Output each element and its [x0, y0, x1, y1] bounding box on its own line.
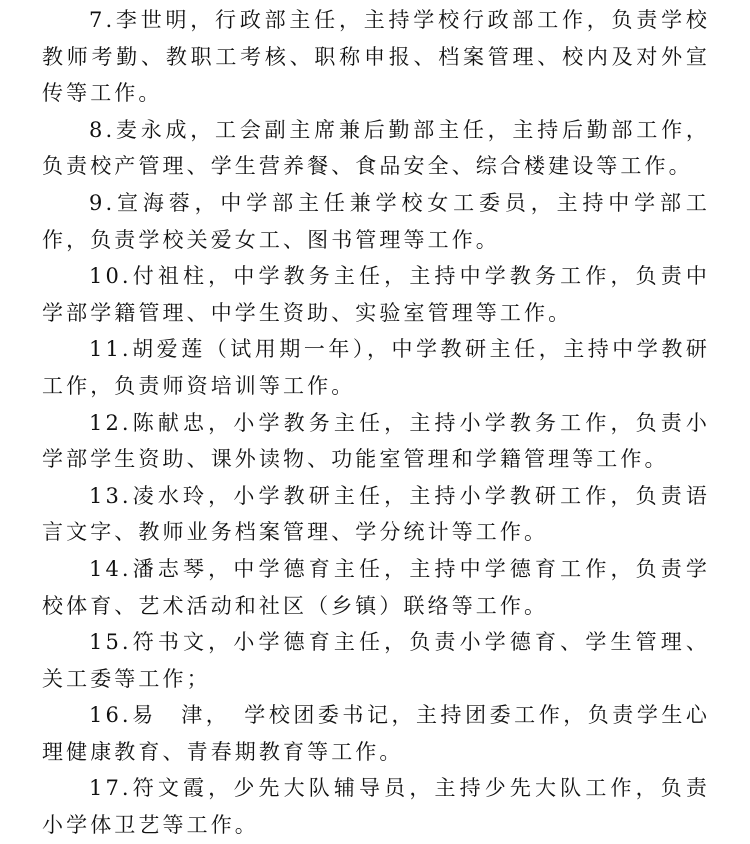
document-body [42, 2, 710, 844]
duty-paragraph-12: 12.陈献忠，小学教务主任，主持小学教务工作，负责小学部学生资助、课外读物、功能室管理和学籍管理等工作。 [42, 410, 710, 472]
duty-paragraph-15: 15.符书文，小学德育主任，负责小学德育、学生管理、关工委等工作； [42, 630, 710, 691]
duty-paragraph-10: 10.付祖柱，中学教务主任，主持中学教务工作，负责中学部学籍管理、中学生资助、实验室管理等工作。 [42, 264, 710, 325]
duty-paragraph-9: 9.宣海蓉，中学部主任兼学校女工委员，主持中学部工作，负责学校关爱女工、图书管理等工作。 [42, 190, 710, 252]
duty-paragraph-11: 11.胡爱莲（试用期一年），中学教研主任，主持中学教研工作，负责师资培训等工作。 [42, 337, 710, 398]
duty-paragraph-16: 16.易 津， 学校团委书记，主持团委工作，负责学生心理健康教育、青春期教育等工作。 [42, 703, 710, 764]
duty-paragraph-14: 14.潘志琴，中学德育主任，主持中学德育工作，负责学校体育、艺术活动和社区（乡镇）联络等工作。 [42, 556, 710, 618]
duty-paragraph-17: 17.符文霞，少先大队辅导员，主持少先大队工作，负责小学体卫艺等工作。 [42, 776, 710, 838]
duty-paragraph-13: 13.凌水玲，小学教研主任，主持小学教研工作，负责语言文字、教师业务档案管理、学分统计等工作。 [42, 483, 710, 545]
duty-paragraph-7: 7.李世明，行政部主任，主持学校行政部工作，负责学校教师考勤、教职工考核、职称申报、档案管理、校内及对外宣传等工作。 [42, 8, 710, 106]
duty-paragraph-8: 8.麦永成，工会副主席兼后勤部主任，主持后勤部工作，负责校产管理、学生营养餐、食品安全、综合楼建设等工作。 [42, 117, 710, 179]
